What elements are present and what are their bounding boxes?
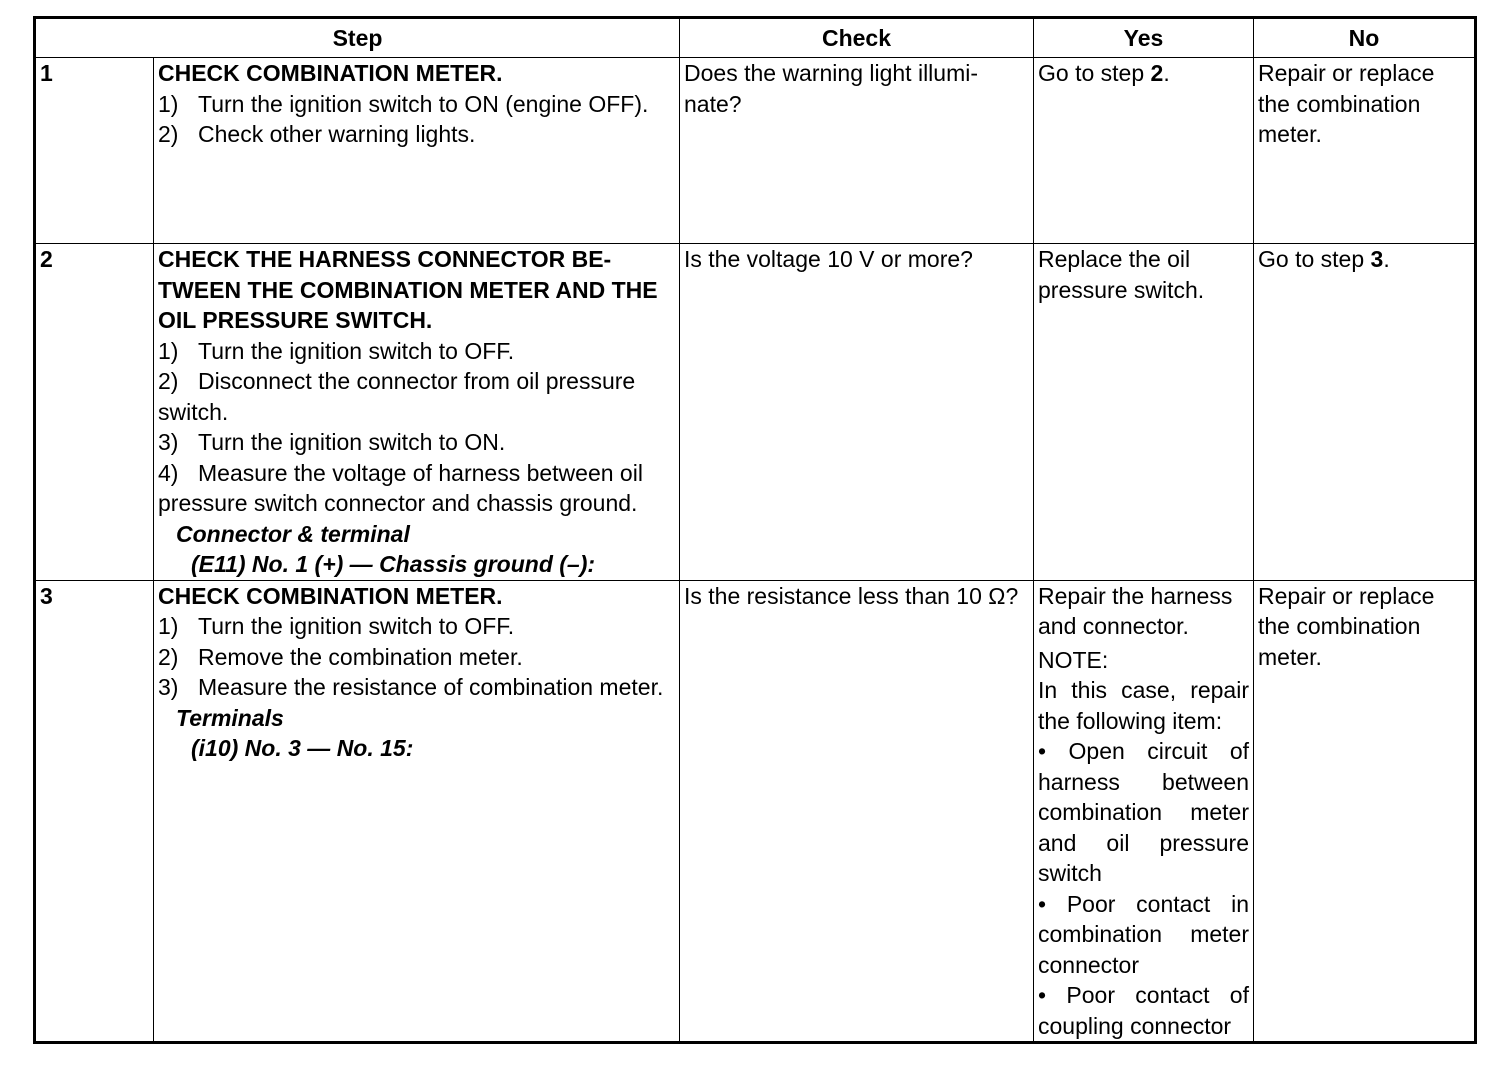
- header-yes: Yes: [1034, 18, 1254, 58]
- no-cell: Repair or replace the combination meter.: [1254, 58, 1476, 244]
- step-item: 2) Remove the combination meter.: [158, 643, 523, 670]
- header-step: Step: [35, 18, 680, 58]
- spec-label: Connector & terminal: [176, 520, 410, 547]
- check-cell: Is the voltage 10 V or more?: [680, 244, 1034, 581]
- check-cell: Does the warning light illumi-nate?: [680, 58, 1034, 244]
- step-item: 1) Turn the ignition switch to ON (engine OFF).: [158, 90, 649, 117]
- step-title: CHECK THE HARNESS CONNECTOR BE-TWEEN THE COMBINATION METER AND THE OIL PRESSURE SWITCH.: [158, 246, 658, 333]
- step-number: 1: [35, 58, 154, 244]
- step-item: 3) Turn the ignition switch to ON.: [158, 429, 506, 455]
- step-item: 2) Check other warning lights.: [158, 121, 476, 147]
- step-number: 2: [35, 244, 154, 581]
- diagnostic-table: [33, 16, 1477, 1044]
- step-item: 1) Turn the ignition switch to OFF.: [158, 337, 515, 364]
- no-cell: Go to step 3.: [1254, 244, 1476, 581]
- table-row: [35, 580, 1476, 1043]
- note-intro: In this case, repair the following item:: [1038, 677, 1249, 734]
- step-item: 1) Turn the ignition switch to OFF.: [158, 613, 515, 639]
- note-heading: NOTE:: [1038, 646, 1109, 673]
- spec-label: Terminals: [176, 704, 284, 731]
- step-description: [154, 244, 680, 581]
- spec-value: (E11) No. 1 (+) — Chassis ground (–):: [191, 551, 596, 577]
- step-title: CHECK COMBINATION METER.: [158, 60, 503, 86]
- yes-main: Repair the harness and connector.: [1038, 582, 1233, 639]
- spec-value: (i10) No. 3 — No. 15:: [191, 735, 414, 761]
- table-row: [35, 58, 1476, 244]
- step-item: 4) Measure the voltage of harness between oil pressure switch connector and chassis ground.: [158, 459, 643, 516]
- yes-cell: Replace the oil pressure switch.: [1034, 244, 1254, 581]
- step-description: [154, 580, 680, 1043]
- yes-cell: [1034, 580, 1254, 1043]
- note-bullet: • Poor contact of coupling connector: [1038, 982, 1249, 1039]
- step-number: 3: [35, 580, 154, 1043]
- step-reference: 2: [1150, 60, 1164, 86]
- step-item: 2) Disconnect the connector from oil pressure switch.: [158, 368, 636, 425]
- no-cell: Repair or replace the combination meter.: [1254, 580, 1476, 1043]
- note-bullet: • Open circuit of harness between combination meter and oil pressure switch: [1038, 738, 1249, 886]
- step-reference: 3: [1370, 246, 1384, 272]
- yes-cell: Go to step 2.: [1034, 58, 1254, 244]
- header-no: No: [1254, 18, 1476, 58]
- step-title: CHECK COMBINATION METER.: [158, 582, 503, 609]
- header-check: Check: [680, 18, 1034, 58]
- note-bullet: • Poor contact in combination meter connector: [1038, 890, 1249, 978]
- check-cell: Is the resistance less than 10 Ω?: [680, 580, 1034, 1043]
- step-description: [154, 58, 680, 244]
- table-row: [35, 244, 1476, 581]
- table-header: [35, 18, 1476, 58]
- step-item: 3) Measure the resistance of combination meter.: [158, 674, 664, 700]
